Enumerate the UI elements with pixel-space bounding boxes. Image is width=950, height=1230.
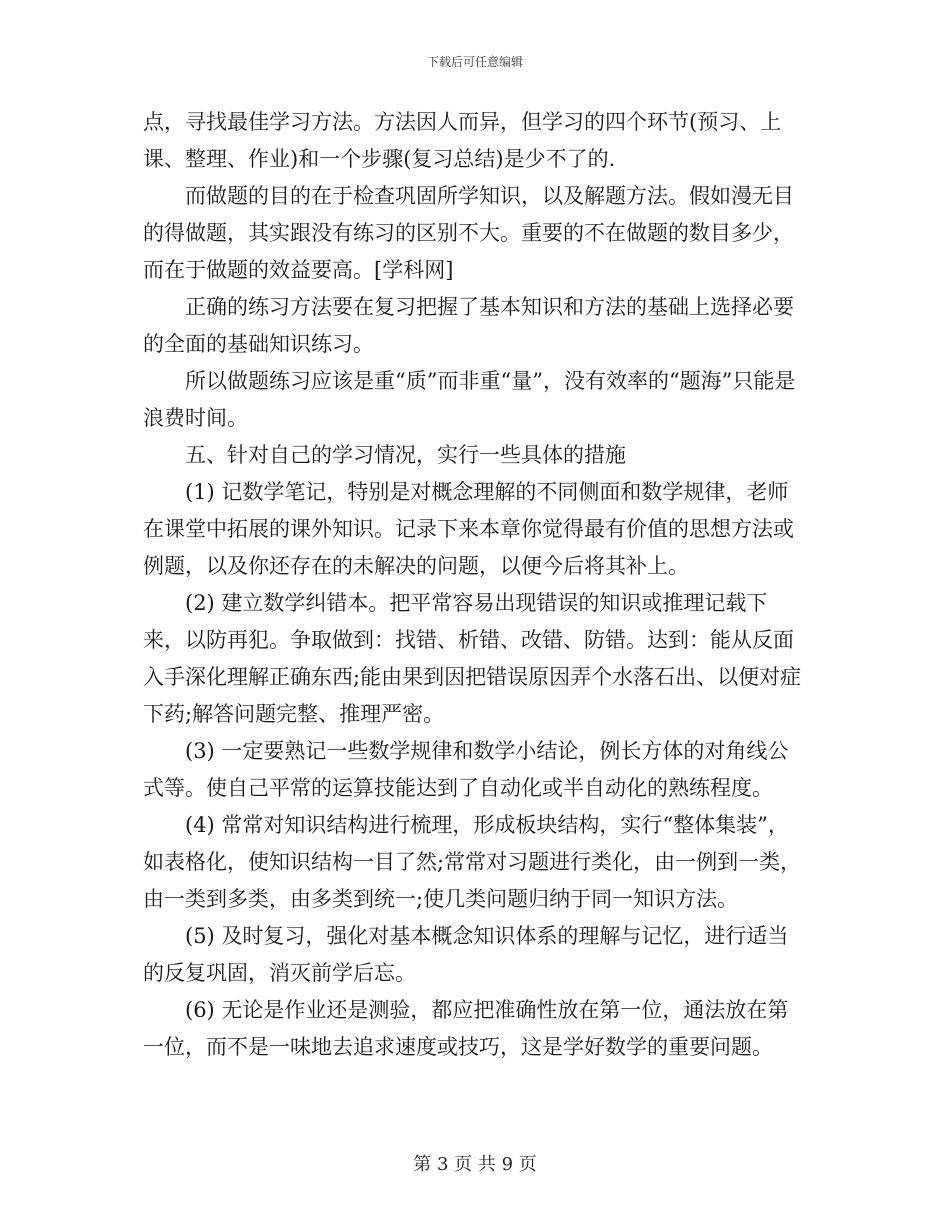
paragraph-continuation: 点，寻找最佳学习方法。方法因人而异，但学习的四个环节(预习、上课、整理、作业)和一个步骤(复习总结)是少不了的. bbox=[143, 110, 782, 171]
page-header: 下载后可任意编辑 bbox=[426, 55, 523, 69]
paragraph: 而做题的目的在于检查巩固所学知识，以及解题方法。假如漫无目的得做题，其实跟没有练习的区别不大。重要的不在做题的数目多少，而在于做题的效益要高。[学科网] bbox=[143, 184, 794, 282]
list-item: (5) 及时复习，强化对基本概念知识体系的理解与记忆，进行适当的反复巩固，消灭前学后忘。 bbox=[143, 924, 789, 985]
list-item: (2) 建立数学纠错本。把平常容易出现错误的知识或推理记载下来，以防再犯。争取做到：找错、析错、改错、防错。达到：能从反面入手深化理解正确东西;能由果到因把错误原因弄个水落石出、以便对症下药;解答问题完整、推理严密。 bbox=[143, 591, 802, 726]
list-item: (1) 记数学笔记，特别是对概念理解的不同侧面和数学规律，老师在课堂中拓展的课外知识。记录下来本章你觉得最有价值的思想方法或例题，以及你还存在的未解决的问题，以便今后将其补上。 bbox=[143, 480, 794, 578]
paragraph: 所以做题练习应该是重“质”而非重“量”，没有效率的“题海”只能是浪费时间。 bbox=[143, 369, 796, 430]
list-item: (6) 无论是作业还是测验，都应把准确性放在第一位，通法放在第一位，而不是一味地去追求速度或技巧，这是学好数学的重要问题。 bbox=[143, 998, 789, 1059]
list-item: (4) 常常对知识结构进行梳理，形成板块结构，实行“整体集装”，如表格化，使知识结构一目了然;常常对习题进行类化，由一例到一类，由一类到多类，由多类到统一;使几类问题归纳于同一知识方法。 bbox=[143, 813, 802, 911]
document-body bbox=[143, 104, 809, 1066]
paragraph: 正确的练习方法要在复习把握了基本知识和方法的基础上选择必要的全面的基础知识练习。 bbox=[143, 295, 794, 356]
section-heading: 五、针对自己的学习情况，实行一些具体的措施 bbox=[185, 443, 626, 467]
page-number-footer: 第 3 页 共 9 页 bbox=[413, 1154, 537, 1175]
list-item: (3) 一定要熟记一些数学规律和数学小结论，例长方体的对角线公式等。使自己平常的运算技能达到了自动化或半自动化的熟练程度。 bbox=[143, 739, 789, 800]
